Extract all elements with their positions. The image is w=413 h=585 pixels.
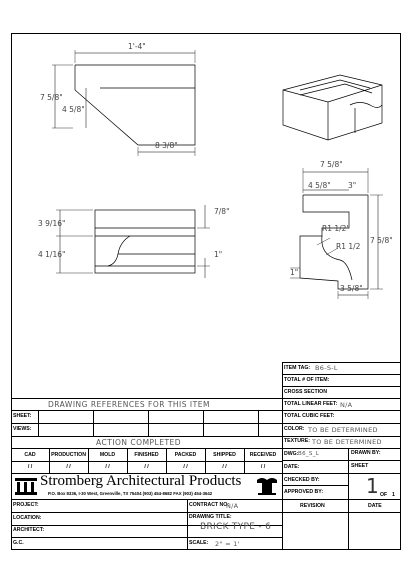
section-dim-bottom-width: 3 5/8" (340, 284, 363, 293)
front-dim-right-top: 7/8" (214, 207, 230, 216)
action-date-finished[interactable]: / / (144, 464, 149, 470)
top-dim-height-inner: 4 5/8" (62, 105, 85, 114)
dwg-label: DWG: (284, 451, 299, 457)
section-dim-height: 7 5/8" (370, 236, 393, 245)
action-header-packed: PACKED (174, 452, 197, 458)
total-linear-feet-value: N/A (340, 401, 353, 409)
contract-no-value: N/A (226, 502, 239, 510)
contract-no-label: CONTRACT NO: (189, 502, 230, 508)
action-header-mold: MOLD (99, 452, 116, 458)
top-dim-height-outer: 7 5/8" (40, 93, 63, 102)
total-items-label: TOTAL # OF ITEM: (284, 377, 330, 383)
section-view (290, 168, 383, 299)
sheet-label: SHEET (351, 463, 369, 469)
section-dim-radius-2: R1 1/2 (336, 242, 361, 251)
scale-value: 2" = 1' (215, 540, 240, 548)
isometric-view (283, 75, 382, 140)
company-name: Stromberg Architectural Products (40, 473, 242, 489)
front-dim-bottom: 4 1/16" (38, 250, 66, 259)
section-dim-lip: 1" (290, 268, 299, 277)
section-dim-radius-1: R1 1/2" (322, 224, 350, 233)
total-cubic-feet-label: TOTAL CUBIC FEET: (284, 413, 335, 419)
action-date-cad[interactable]: / / (27, 464, 33, 470)
action-date-packed[interactable]: / / (183, 464, 188, 470)
revision-label: REVISION (300, 503, 325, 509)
drawing-title-label: DRAWING TITLE: (189, 514, 232, 520)
sheet-number: 1 (366, 474, 380, 498)
company-logo-right (255, 476, 279, 496)
location-label: LOCATION: (13, 515, 42, 521)
gc-label: G.C. (13, 540, 24, 546)
architect-label: ARCHITECT: (13, 527, 45, 533)
cross-section-label: CROSS SECTION (284, 389, 327, 395)
action-header-received: RECEIVED (249, 452, 277, 458)
action-date-received[interactable]: / / (260, 464, 266, 470)
total-linear-feet-label: TOTAL LINEAR FEET: (284, 401, 338, 407)
action-header-shipped: SHIPPED (213, 452, 236, 458)
action-date-shipped[interactable]: / / (222, 464, 227, 470)
date-column-label: DATE (368, 503, 382, 509)
sheet-row-label: SHEET: (13, 413, 32, 419)
action-date-production[interactable]: / / (66, 464, 71, 470)
date-label: DATE: (284, 464, 300, 470)
section-dim-top-width: 7 5/8" (320, 160, 343, 169)
drawing-title-value: BRICK TYPE - 6 (200, 522, 272, 532)
company-address: P.O. Box 8336, I-30 West, Greenville, TX 75404 (903) 454-8682 FAX (903) 454-3642 (48, 491, 213, 496)
approved-by-label: APPROVED BY: (284, 489, 324, 495)
top-dim-bottom: 8 3/8" (155, 141, 178, 150)
sheet-of-label: OF (380, 492, 388, 498)
front-view (56, 205, 210, 278)
views-row-label: VIEWS: (13, 426, 32, 432)
item-tag-label: ITEM TAG: (284, 365, 311, 371)
action-header-production: PRODUCTION (51, 452, 86, 458)
section-dim-step: 3" (348, 181, 357, 190)
scale-label: SCALE: (189, 540, 209, 546)
color-value: TO BE DETERMINED (308, 426, 378, 434)
color-label: COLOR: (284, 426, 305, 432)
project-label: PROJECT: (13, 502, 39, 508)
section-dim-inner-width: 4 5/8" (308, 181, 331, 190)
drawing-references-heading: DRAWING REFERENCES FOR THIS ITEM (48, 400, 210, 409)
texture-value: TO BE DETERMINED (312, 438, 382, 446)
action-header-finished: FINISHED (134, 452, 159, 458)
dwg-value: B6_S_L (298, 451, 320, 457)
top-dim-width: 1'-4" (128, 42, 146, 51)
action-header-cad: CAD (24, 452, 36, 458)
company-logo-left (14, 476, 38, 496)
texture-label: TEXTURE: (284, 438, 310, 444)
action-date-mold[interactable]: / / (105, 464, 110, 470)
front-dim-top: 3 9/16" (38, 219, 66, 228)
front-dim-right-bottom: 1" (214, 250, 223, 259)
checked-by-label: CHECKED BY: (284, 477, 320, 483)
drawn-by-label: DRAWN BY: (351, 450, 381, 456)
item-tag-value: B6-S-L (315, 364, 338, 372)
sheet-total: 1 (392, 492, 395, 498)
action-completed-heading: ACTION COMPLETED (96, 438, 182, 447)
